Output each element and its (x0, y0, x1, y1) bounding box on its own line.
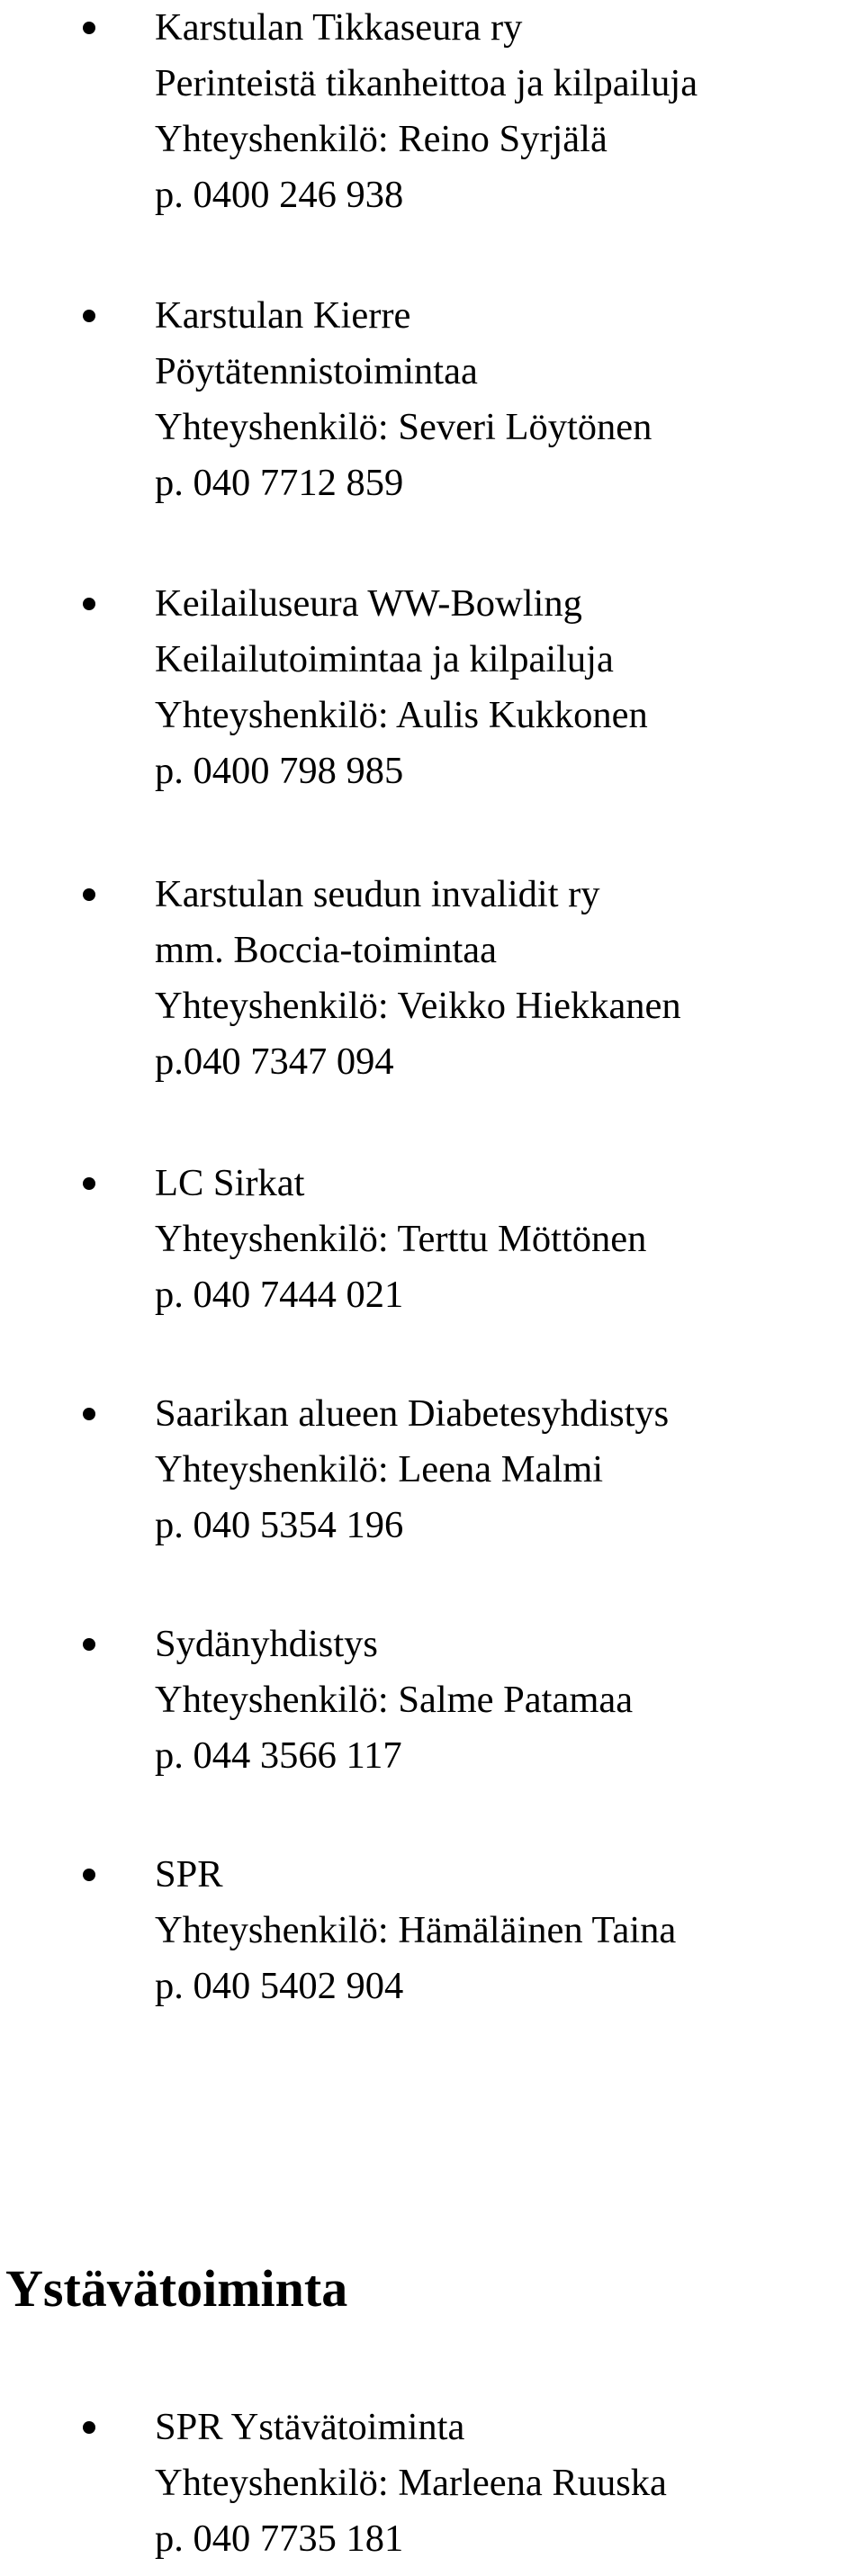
organization-name: Saarikan alueen Diabetesyhdistys (155, 1392, 670, 1435)
contact-person: Yhteyshenkilö: Severi Löytönen (155, 406, 652, 448)
organization-name: SPR Ystävätoiminta (155, 2406, 465, 2448)
phone-number: p. 044 3566 117 (155, 1734, 402, 1777)
activity-description: Perinteistä tikanheittoa ja kilpailuja (155, 62, 698, 104)
contact-person: Yhteyshenkilö: Aulis Kukkonen (155, 694, 648, 736)
organization-name: Karstulan Tikkaseura ry (155, 6, 523, 49)
phone-number: p. 0400 246 938 (155, 174, 404, 216)
bullet-icon (83, 22, 95, 34)
phone-number: p.040 7347 094 (155, 1040, 394, 1083)
organization-name: Keilailuseura WW-Bowling (155, 582, 582, 625)
bullet-icon (83, 2421, 95, 2434)
bullet-icon (83, 1869, 95, 1881)
bullet-icon (83, 1638, 95, 1651)
activity-description: Pöytätennistoimintaa (155, 350, 478, 392)
contact-person: Yhteyshenkilö: Leena Malmi (155, 1448, 604, 1491)
contact-person: Yhteyshenkilö: Reino Syrjälä (155, 118, 608, 160)
organization-name: Karstulan seudun invalidit ry (155, 873, 600, 915)
phone-number: p. 040 7712 859 (155, 462, 404, 504)
bullet-icon (83, 1177, 95, 1190)
bullet-icon (83, 1408, 95, 1420)
activity-description: mm. Boccia-toimintaa (155, 929, 498, 971)
phone-number: p. 040 5402 904 (155, 1965, 404, 2007)
activity-description: Keilailutoimintaa ja kilpailuja (155, 638, 614, 680)
contact-person: Yhteyshenkilö: Terttu Möttönen (155, 1218, 647, 1260)
organization-name: Sydänyhdistys (155, 1623, 378, 1665)
section-heading: Ystävätoiminta (5, 2259, 348, 2318)
contact-person: Yhteyshenkilö: Hämäläinen Taina (155, 1909, 677, 1951)
phone-number: p. 0400 798 985 (155, 750, 404, 792)
organization-name: Karstulan Kierre (155, 294, 411, 337)
bullet-icon (83, 888, 95, 901)
phone-number: p. 040 5354 196 (155, 1504, 404, 1546)
bullet-icon (83, 310, 95, 322)
contact-person: Yhteyshenkilö: Salme Patamaa (155, 1679, 634, 1721)
contact-person: Yhteyshenkilö: Marleena Ruuska (155, 2462, 667, 2504)
phone-number: p. 040 7735 181 (155, 2517, 404, 2560)
organization-name: LC Sirkat (155, 1162, 305, 1204)
organization-name: SPR (155, 1853, 223, 1896)
contact-person: Yhteyshenkilö: Veikko Hiekkanen (155, 985, 681, 1027)
phone-number: p. 040 7444 021 (155, 1274, 404, 1316)
bullet-icon (83, 598, 95, 610)
